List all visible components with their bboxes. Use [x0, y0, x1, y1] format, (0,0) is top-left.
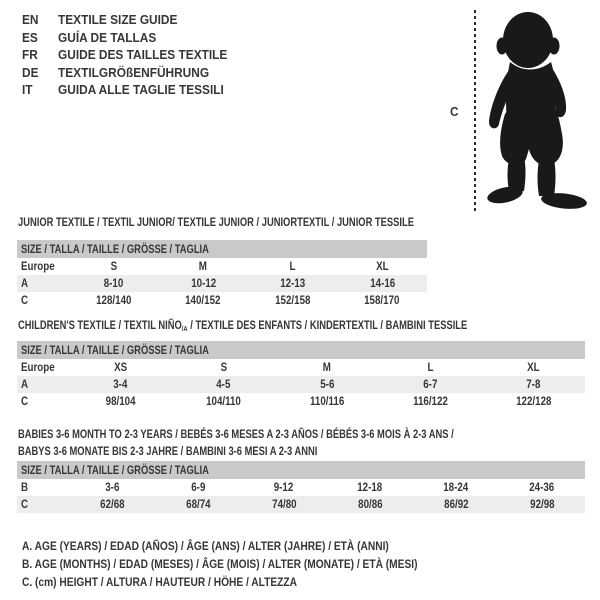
size-cell: 14-16 — [369, 277, 395, 290]
baby-silhouette — [478, 8, 592, 212]
size-cell: XS — [114, 361, 128, 374]
size-cell: M — [322, 361, 332, 374]
babies-section-title: BABIES 3-6 MONTH TO 2-3 YEARS / BEBÉS 3-6 MESES A 2-3 AÑOS / BÉBÉS 3-6 MOIS À 2-3 ANS / BABYS 3-6 MONATE BIS 2-3 JAHRE / BAMBINI 3-6 MESI A 2-3 ANNI — [18, 427, 454, 458]
size-cell: 10-12 — [190, 277, 216, 290]
size-cell: 24-36 — [529, 481, 555, 494]
table-row-age-years — [17, 376, 585, 393]
legend-line-c: C. (cm) HEIGHT / ALTURA / HAUTEUR / HÖHE / ALTEZZA — [22, 575, 298, 590]
size-header-bar: SIZE / TALLA / TAILLE / GRÖSSE / TAGLIA — [17, 341, 585, 359]
row-label: A — [21, 378, 29, 391]
measurement-legend — [22, 537, 487, 592]
size-cell: 5-6 — [319, 378, 335, 391]
legend-line-b: B. AGE (MONTHS) / EDAD (MESES) / ÂGE (MOIS) / ALTER (MONATE) / ETÀ (MESI) — [22, 557, 418, 572]
size-cell: 6-9 — [190, 481, 206, 494]
size-cell: 18-24 — [443, 481, 469, 494]
row-label: Europe — [21, 260, 55, 273]
table-row-europe — [17, 359, 585, 376]
table-row-europe — [17, 258, 427, 275]
size-cell: 128/140 — [96, 294, 132, 307]
junior-size-table — [17, 240, 427, 309]
language-code: FR — [22, 48, 38, 63]
language-label: TEXTILE SIZE GUIDE — [58, 13, 178, 27]
size-cell: 7-8 — [526, 378, 541, 391]
size-cell: 12-18 — [357, 481, 383, 494]
language-list — [22, 12, 236, 100]
row-label: A — [21, 277, 29, 290]
language-code: EN — [22, 13, 39, 27]
language-row-es — [22, 30, 236, 48]
legend-line-a: A. AGE (YEARS) / EDAD (AÑOS) / ÂGE (ANS) / ALTER (JAHRE) / ETÀ (ANNI) — [22, 539, 389, 553]
size-cell: XL — [375, 260, 389, 273]
size-cell: 98/104 — [105, 395, 136, 408]
language-row-it — [22, 82, 236, 100]
size-cell: 86/92 — [443, 498, 469, 511]
table-row-height — [17, 292, 427, 309]
table-row-height — [17, 393, 585, 410]
language-row-fr — [22, 47, 236, 65]
row-label: B — [21, 481, 29, 494]
language-code: ES — [22, 30, 38, 45]
language-code: DE — [22, 65, 39, 80]
language-label: GUÍA DE TALLAS — [58, 30, 157, 45]
size-cell: 122/128 — [515, 395, 552, 408]
size-cell: 4-5 — [216, 378, 231, 391]
size-cell: S — [220, 361, 228, 374]
size-cell: L — [289, 260, 296, 273]
size-cell: 110/116 — [309, 395, 345, 408]
size-cell: 74/80 — [271, 498, 297, 511]
size-cell: 8-10 — [103, 277, 124, 290]
language-code: IT — [22, 83, 33, 98]
size-header-bar: SIZE / TALLA / TAILLE / GRÖSSE / TAGLIA — [17, 461, 585, 479]
row-label: C — [21, 498, 29, 511]
nino-a-subscript: /A — [181, 324, 188, 333]
row-label: C — [21, 395, 29, 408]
size-cell: 6-7 — [423, 378, 438, 391]
language-row-de — [22, 65, 236, 83]
junior-section-title: JUNIOR TEXTILE / TEXTIL JUNIOR/ TEXTILE JUNIOR / JUNIORTEXTIL / JUNIOR TESSILE — [18, 215, 414, 229]
size-cell: 80/86 — [357, 498, 383, 511]
size-cell: 12-13 — [280, 277, 306, 290]
children-section-title: CHILDREN'S TEXTILE / TEXTIL $NIÑO_{/A}$ / TEXTILE DES ENFANTS / KINDERTEXTIL / BAMBINI TESSILE — [18, 318, 468, 333]
size-cell: S — [110, 260, 118, 273]
size-header-bar: SIZE / TALLA / TAILLE / GRÖSSE / TAGLIA — [17, 240, 427, 258]
size-cell: 116/122 — [412, 395, 448, 408]
children-size-table — [17, 341, 585, 410]
size-cell: 158/170 — [364, 294, 400, 307]
language-label: GUIDE DES TAILLES TEXTILE — [58, 48, 228, 63]
table-row-age-years — [17, 275, 427, 292]
size-cell: M — [199, 260, 208, 273]
size-cell: 3-4 — [113, 378, 128, 391]
height-measure-label: C — [450, 105, 459, 119]
language-label: GUIDA ALLE TAGLIE TESSILI — [58, 83, 224, 98]
size-cell: 68/74 — [185, 498, 211, 511]
size-cell: 92/98 — [529, 498, 555, 511]
table-row-age-months — [17, 479, 585, 496]
table-row-height — [17, 496, 585, 513]
babies-size-table — [17, 461, 585, 513]
size-cell: XL — [527, 361, 540, 374]
size-cell: 140/152 — [185, 294, 221, 307]
size-cell: 3-6 — [104, 481, 120, 494]
language-label: TEXTILGRÖßENFÜHRUNG — [58, 65, 210, 80]
size-cell: 9-12 — [274, 481, 294, 494]
row-label: C — [21, 294, 29, 307]
size-cell: 104/110 — [206, 395, 242, 408]
row-label: Europe — [21, 361, 55, 374]
size-cell: L — [427, 361, 434, 374]
size-cell: 152/158 — [275, 294, 311, 307]
height-measure-dashed-line — [474, 10, 476, 212]
size-cell: 62/68 — [99, 498, 125, 511]
language-row-en — [22, 12, 236, 30]
